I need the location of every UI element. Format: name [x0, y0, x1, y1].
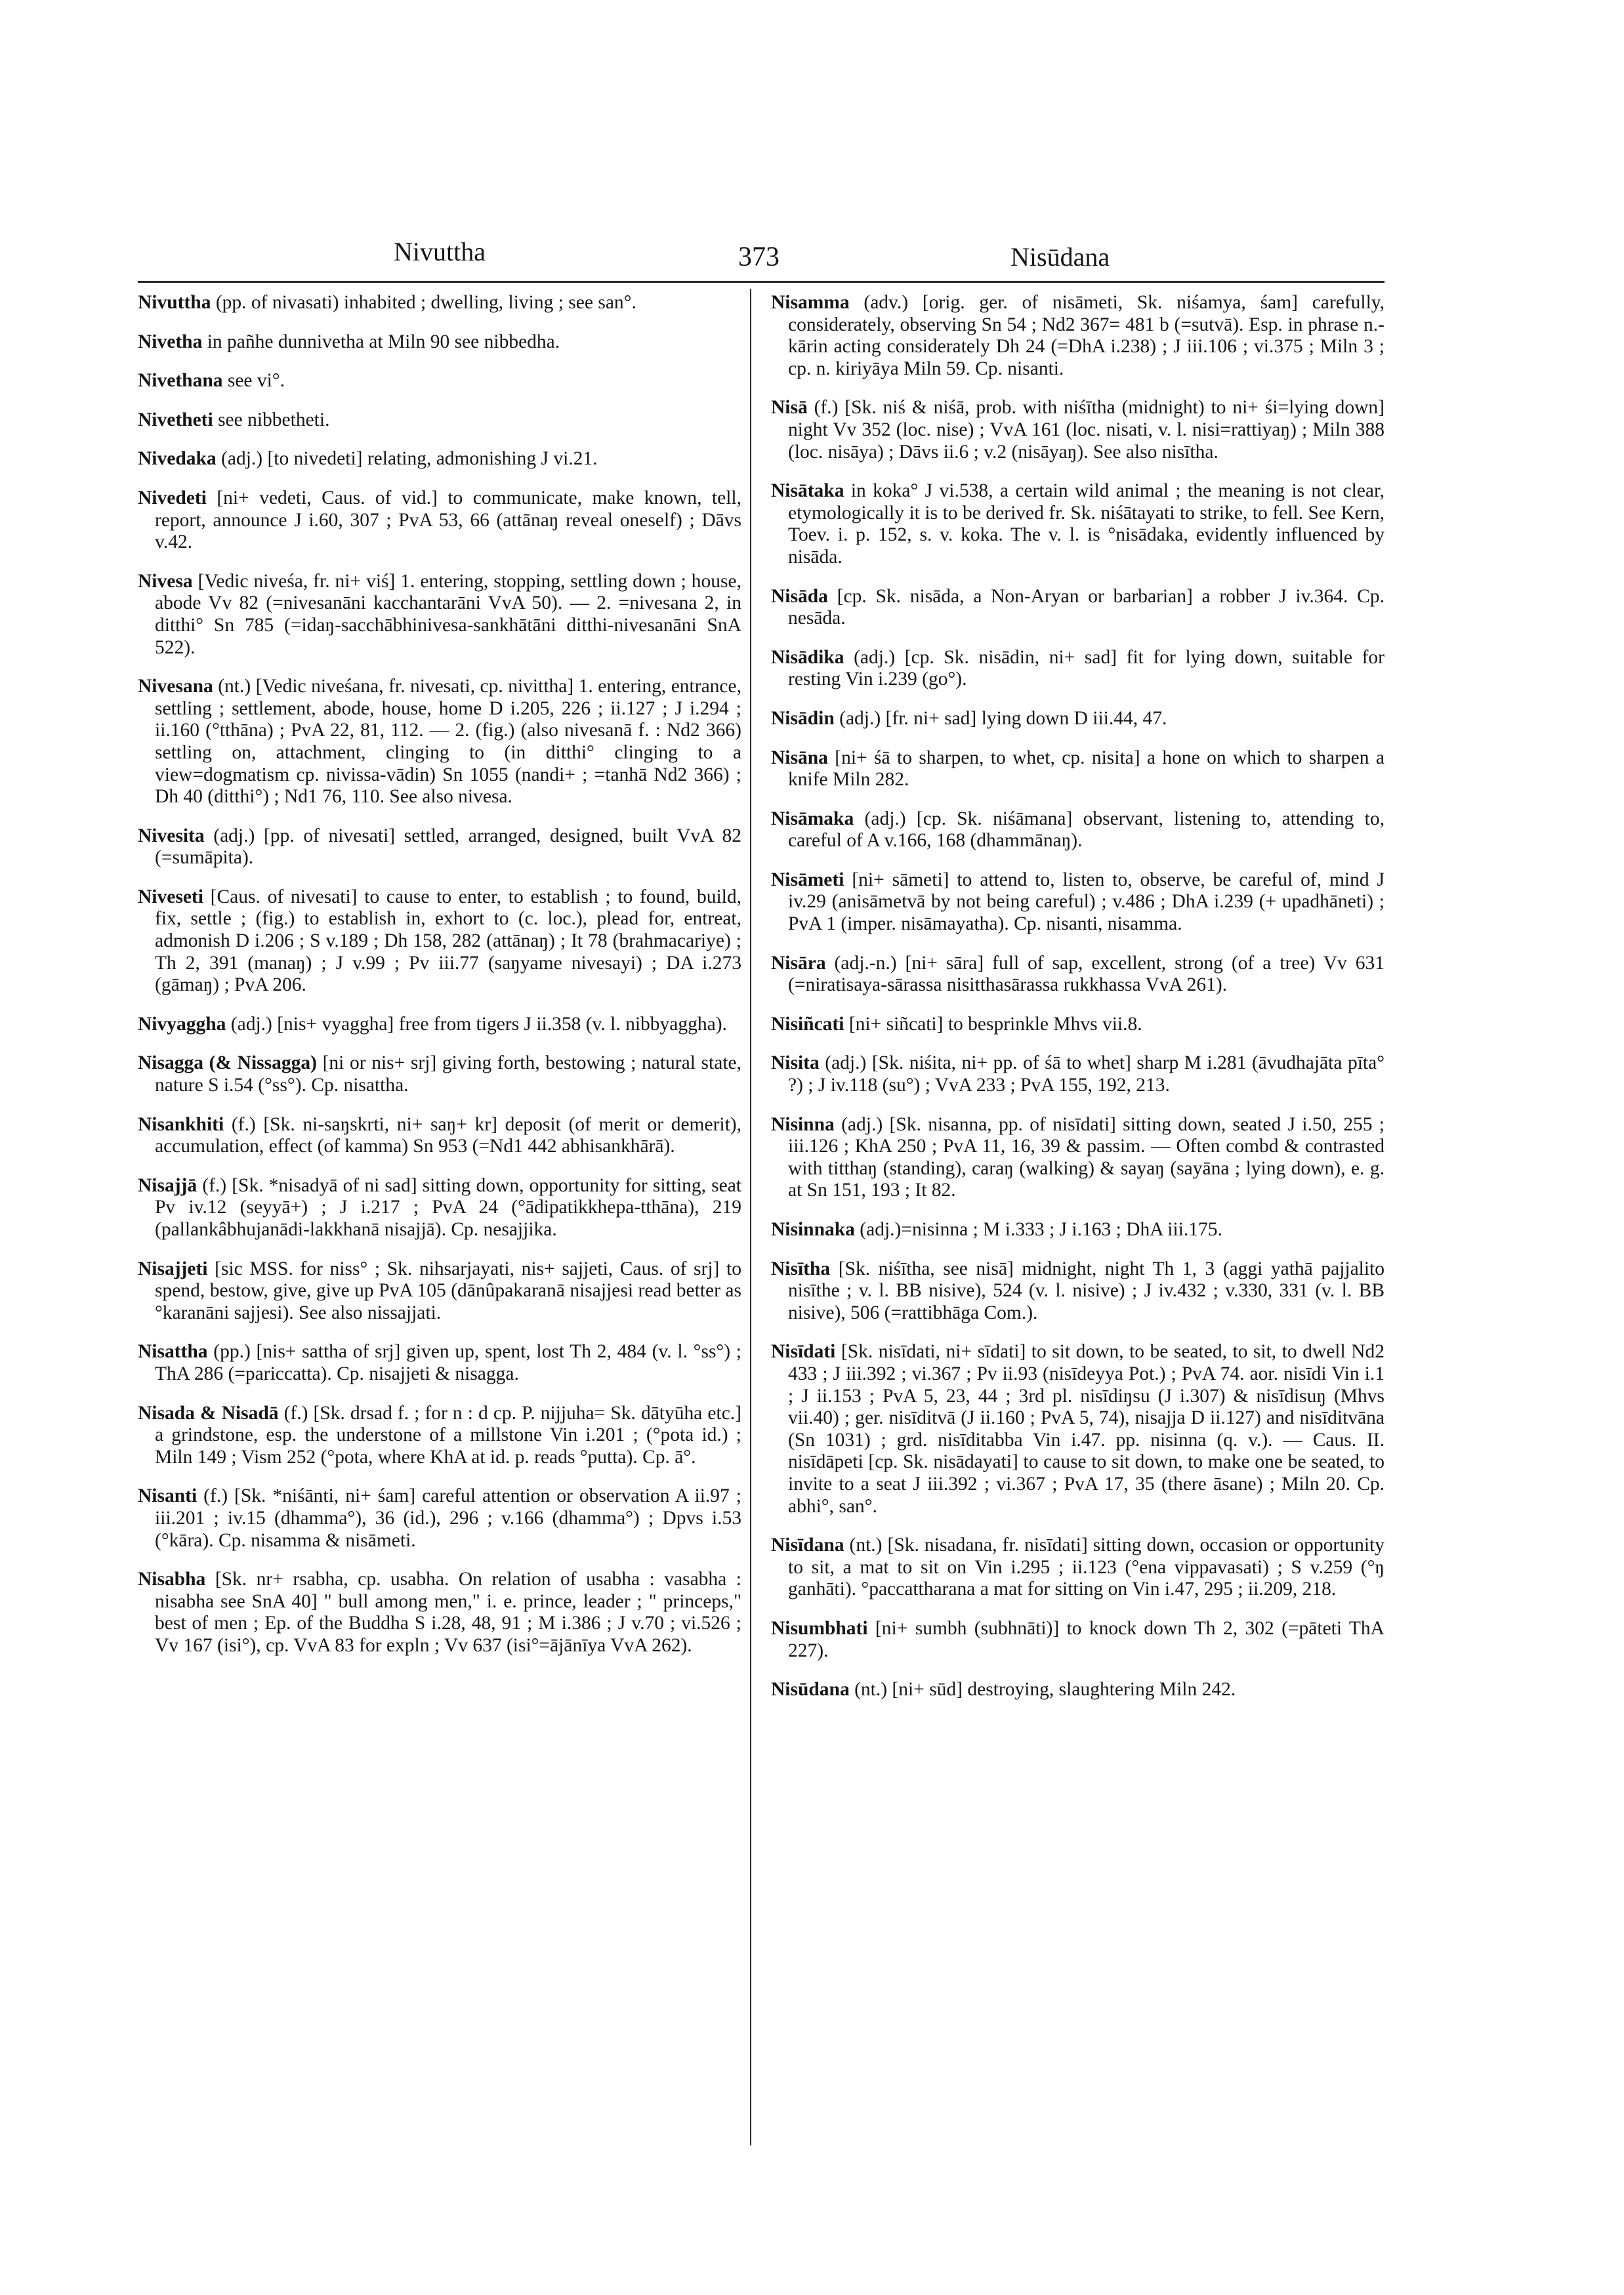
entry-headword: Nisiñcati — [771, 1013, 844, 1035]
entry-definition: [Sk. nr+ rsabha, cp. usabha. On relation of usabha : vasabha : nisabha see SnA 40] " bull among men," i. e. prince, leader ; " princeps," best of men ; Ep. of the Buddha S i.28, 48, 91 ; M i.386 ; J v.70 ; vi.526 ; Vv 167 (isi°), cp. VvA 83 for expln ; Vv 637 (isi°=ājānīya VvA 262). — [155, 1569, 741, 1656]
page-number: 373 — [738, 242, 780, 272]
entry-headword: Nisumbhati — [771, 1617, 868, 1639]
entry-definition: [Sk. niśītha, see nisā] midnight, night Th 1, 3 (aggi yathā pajjalito nisīthe ; v. l. BB nisive), 524 (v. l. nisive) ; J iv.432 ; v.330, 331 (v. l. BB nisive), 506 (=rattibhāga Com.). — [788, 1258, 1385, 1323]
entry-headword: Nisūdana — [771, 1679, 850, 1701]
dictionary-entry — [138, 571, 741, 659]
dictionary-entry — [138, 1569, 741, 1657]
entry-headword: Nisīdana — [771, 1535, 844, 1556]
dictionary-entry — [138, 1485, 741, 1552]
entry-headword: Nisattha — [138, 1341, 208, 1363]
entry-definition: [ni+ sāmeti] to attend to, listen to, observe, be careful of, mind J iv.29 (anisāmetvā by not being careful) ; v.486 ; DhA i.239 (+ upadhāneti) ; PvA 1 (imper. nisāmayatha). Cp. nisanti, nisamma. — [788, 869, 1385, 935]
entry-headword: Nisāmaka — [771, 808, 854, 829]
entry-headword: Nivuttha — [138, 292, 211, 313]
entry-headword: Nisāda — [771, 585, 828, 607]
entry-headword: Nisinnaka — [771, 1219, 855, 1240]
entry-definition: [ni or nis+ srj] giving forth, bestowing ; natural state, nature S i.54 (°ss°). Cp. nisattha. — [155, 1052, 741, 1096]
dictionary-entry — [771, 1114, 1385, 1202]
entry-definition: (adj.) [cp. Sk. nisādin, ni+ sad] fit for lying down, suitable for resting Vin i.239 (go°). — [788, 646, 1385, 690]
dictionary-entry — [771, 869, 1385, 936]
dictionary-entry — [771, 1341, 1385, 1518]
entry-headword: Nisīdati — [771, 1341, 836, 1363]
right-guideword: Nisūdana — [1010, 242, 1110, 272]
entry-headword: Nivesita — [138, 825, 205, 846]
entry-headword: Nisajjeti — [138, 1258, 208, 1279]
dictionary-entry — [138, 1403, 741, 1469]
entry-definition: (adv.) [orig. ger. of nisāmeti, Sk. niśamya, śam] carefully, considerately, observing Sn 54 ; Nd2 367= 481 b (=sutvā). Esp. in phrase n.-kārin acting considerately Dh 24 (=DhA i.238) ; J iii.106 ; vi.375 ; Miln 3 ; cp. n. kiriyāya Miln 59. Cp. nisanti. — [788, 292, 1385, 379]
header-rule — [138, 281, 1385, 283]
dictionary-entry — [138, 1114, 741, 1158]
entry-headword: Nisamma — [771, 292, 850, 313]
entry-definition: [Caus. of nivesati] to cause to enter, to establish ; to found, build, fix, settle ; (fig.) to establish in, exhort to (c. loc.), plead for, entreat, admonish D i.206 ; S v.189 ; Dh 158, 282 (attānaŋ) ; It 78 (brahmacariye) ; Th 2, 391 (manaŋ) ; J v.99 ; Pv iii.77 (saŋyame nivesayi) ; DA i.273 (gāmaŋ) ; PvA 206. — [155, 886, 741, 996]
dictionary-entry — [771, 1219, 1385, 1241]
entry-definition: (pp. of nivasati) inhabited ; dwelling, living ; see san°. — [211, 292, 636, 313]
entry-headword: Nisītha — [771, 1258, 831, 1279]
right-column — [771, 292, 1385, 1718]
entry-definition: (adj.)=nisinna ; M i.333 ; J i.163 ; DhA iii.175. — [854, 1219, 1222, 1240]
entry-headword: Nisanti — [138, 1485, 198, 1507]
entry-definition: see nibbetheti. — [213, 409, 330, 430]
dictionary-entry — [771, 647, 1385, 691]
entry-headword: Nisāmeti — [771, 869, 844, 890]
entry-headword: Nisāna — [771, 747, 828, 768]
dictionary-entry — [771, 480, 1385, 568]
entry-headword: Nisagga (& Nissagga) — [138, 1052, 317, 1074]
dictionary-entry — [138, 292, 741, 314]
dictionary-entry — [771, 397, 1385, 463]
entry-definition: (adj.) [Sk. nisanna, pp. of nisīdati] sitting down, seated J i.50, 255 ; iii.126 ; KhA 250 ; PvA 11, 16, 39 & passim. — Often combd & contrasted with titthaŋ (standing), caraŋ (walking) & sayaŋ (sayāna ; lying down), e. g. at Sn 151, 193 ; It 82. — [788, 1113, 1385, 1201]
dictionary-entry — [771, 1258, 1385, 1325]
entry-headword: Nivedaka — [138, 448, 217, 470]
entry-definition: (adj.) [fr. ni+ sad] lying down D iii.44, 47. — [834, 707, 1167, 729]
page-header — [138, 236, 1385, 282]
dictionary-entry — [138, 1014, 741, 1036]
dictionary-entry — [771, 1535, 1385, 1601]
entry-headword: Nisāra — [771, 952, 826, 974]
entry-definition: [sic MSS. for niss° ; Sk. nihsarjayati, nis+ sajjeti, Caus. of srj] to spend, bestow, give, give up PvA 105 (dānûpakaranā nisajjesi read better as °karanāni sajjesi). See also nissajjati. — [155, 1258, 741, 1323]
dictionary-entry — [771, 808, 1385, 852]
entry-headword: Nivetha — [138, 331, 203, 352]
entry-definition: [ni+ śā to sharpen, to whet, cp. nisita] a hone on which to sharpen a knife Miln 282. — [788, 747, 1385, 791]
entry-definition: [ni+ sumbh (subhnāti)] to knock down Th 2, 302 (=pāteti ThA 227). — [788, 1617, 1385, 1661]
entry-headword: Niveseti — [138, 886, 203, 907]
entry-headword: Nisātaka — [771, 480, 844, 502]
entry-definition: (f.) [Sk. drsad f. ; for n : d cp. P. nijjuha= Sk. dātyūha etc.] a grindstone, esp. the understone of a millstone Vin i.201 ; (°pota id.) ; Miln 149 ; Vism 252 (°pota, where KhA at id. p. reads °putta). Cp. ā°. — [155, 1402, 741, 1468]
dictionary-entry — [771, 953, 1385, 997]
entry-headword: Nivethana — [138, 370, 223, 392]
dictionary-entry — [138, 370, 741, 392]
dictionary-entry — [138, 448, 741, 470]
entry-definition: (f.) [Sk. ni-saŋskrti, ni+ saŋ+ kr] deposit (of merit or demerit), accumulation, effect (of kamma) Sn 953 (=Nd1 442 abhisankhārā). — [155, 1113, 741, 1157]
entry-definition: (adj.) [Sk. niśita, ni+ pp. of śā to whet] sharp M i.281 (āvudhajāta pīta° ?) ; J iv.118 (su°) ; VvA 233 ; PvA 155, 192, 213. — [788, 1052, 1385, 1096]
dictionary-entry — [771, 708, 1385, 730]
entry-headword: Nisankhiti — [138, 1113, 224, 1135]
entry-definition: (f.) [Sk. niś & niśā, prob. with niśītha (midnight) to ni+ śi=lying down] night Vv 352 (loc. nise) ; VvA 161 (loc. nisati, v. l. nisi=rattiyaŋ) ; Miln 388 (loc. nisāya) ; Dāvs ii.6 ; v.2 (nisāyaŋ). See also nisītha. — [788, 397, 1385, 463]
dictionary-entry — [138, 1052, 741, 1096]
entry-headword: Nisādika — [771, 646, 844, 668]
left-guideword: Nivuttha — [394, 237, 486, 266]
dictionary-entry — [138, 1175, 741, 1241]
entry-headword: Nivedeti — [138, 487, 207, 508]
entry-definition: (nt.) [Sk. nisadana, fr. nisīdati] sitting down, occasion or opportunity to sit, a mat to sit on Vin i.295 ; ii.123 (°ena vippavasati) ; S v.259 (°ŋ ganhāti). °paccattharana a mat for sitting on Vin i.47, 295 ; ii.209, 218. — [788, 1535, 1385, 1600]
entry-definition: [Sk. nisīdati, ni+ sīdati] to sit down, to be seated, to sit, to dwell Nd2 433 ; J iii.392 ; vi.367 ; Pv ii.93 (nisīdeyya Pot.) ; PvA 74. aor. nisīdi Vin i.1 ; J ii.153 ; PvA 5, 23, 44 ; 3rd pl. nisīdiŋsu (J i.307) & nisīdisuŋ (Mhvs vii.40) ; ger. nisīditvā (J ii.160 ; PvA 5, 74), nisajja D ii.127) and nisīditvāna (Sn 1031) ; grd. nisīditabba Vin i.47. pp. nisinna (q. v.). — Caus. II. nisīdāpeti [cp. Sk. nisādayati] to cause to sit down, to make one be seated, to invite to a seat J iii.392 ; vi.367 ; PvA 17, 35 (there āsane) ; Miln 20. Cp. abhi°, san°. — [788, 1341, 1385, 1517]
dictionary-entry — [138, 409, 741, 432]
dictionary-entry — [138, 487, 741, 554]
entry-definition: (f.) [Sk. *niśānti, ni+ śam] careful attention or observation A ii.97 ; iii.201 ; iv.15 (dhamma°), 36 (id.), 296 ; v.166 (dhamma°) ; Dpvs i.53 (°kāra). Cp. nisamma & nisāmeti. — [155, 1485, 741, 1551]
entry-definition: (adj.) [nis+ vyaggha] free from tigers J ii.358 (v. l. nibbyaggha). — [226, 1013, 727, 1035]
left-column — [138, 292, 741, 1674]
dictionary-entry — [771, 747, 1385, 791]
entry-headword: Nisādin — [771, 707, 835, 729]
entry-headword: Nivesa — [138, 570, 193, 592]
entry-definition: [ni+ siñcati] to besprinkle Mhvs vii.8. — [844, 1013, 1142, 1035]
entry-headword: Nisajjā — [138, 1174, 198, 1196]
dictionary-entry — [138, 676, 741, 808]
dictionary-entry — [771, 292, 1385, 380]
entry-definition: (adj.-n.) [ni+ sāra] full of sap, excellent, strong (of a tree) Vv 631 (=niratisaya-sārassa nisitthasārassa rukkhassa VvA 261). — [788, 952, 1385, 996]
dictionary-entry — [138, 1341, 741, 1385]
entry-definition: (adj.) [pp. of nivesati] settled, arranged, designed, built VvA 82 (=sumāpita). — [155, 825, 741, 869]
entry-definition: (nt.) [ni+ sūd] destroying, slaughtering Miln 242. — [849, 1679, 1236, 1701]
column-divider — [750, 289, 751, 2145]
entry-definition: (pp.) [nis+ sattha of srj] given up, spent, lost Th 2, 484 (v. l. °ss°) ; ThA 286 (=pariccatta). Cp. nisajjeti & nisagga. — [155, 1341, 741, 1384]
dictionary-entry — [138, 825, 741, 869]
entry-headword: Nivetheti — [138, 409, 213, 430]
entry-definition: (adj.) [cp. Sk. niśāmana] observant, listening to, attending to, careful of A v.166, 168 (dhammānaŋ). — [788, 808, 1385, 852]
entry-headword: Nivyaggha — [138, 1013, 226, 1035]
entry-headword: Nivesana — [138, 676, 213, 697]
entry-headword: Nisita — [771, 1052, 820, 1074]
dictionary-entry — [771, 1052, 1385, 1096]
dictionary-entry — [771, 586, 1385, 630]
entry-headword: Nisinna — [771, 1113, 835, 1135]
dictionary-entry — [771, 1618, 1385, 1662]
entry-definition: [ni+ vedeti, Caus. of vid.] to communicate, make known, tell, report, announce J i.60, 307 ; PvA 53, 66 (attānaŋ reveal oneself) ; Dāvs v.42. — [155, 487, 741, 553]
entry-definition: [cp. Sk. nisāda, a Non-Aryan or barbarian] a robber J iv.364. Cp. nesāda. — [788, 585, 1385, 629]
entry-definition: in koka° J vi.538, a certain wild animal ; the meaning is not clear, etymologically it is to be derived fr. Sk. niśātayati to strike, to fell. See Kern, Toev. i. p. 152, s. v. koka. The v. l. is °nisādaka, evidently influenced by nisāda. — [788, 480, 1385, 568]
dictionary-entry — [771, 1679, 1385, 1701]
entry-definition: (adj.) [to nivedeti] relating, admonishing J vi.21. — [216, 448, 598, 470]
entry-headword: Nisā — [771, 397, 808, 419]
entry-definition: (nt.) [Vedic niveśana, fr. nivesati, cp. nivittha] 1. entering, entrance, settling ; settlement, abode, house, home D i.205, 226 ; ii.127 ; J i.294 ; ii.160 (°tthāna) ; PvA 22, 81, 112. — 2. (fig.) (also nivesanā f. : Nd2 366) settling on, attachment, clinging to (in ditthi° clinging to a view=dogmatism cp. nivissa-vādin) Sn 1055 (nandi+ ; =tanhā Nd2 366) ; Dh 40 (ditthi°) ; Nd1 76, 110. See also nivesa. — [155, 676, 741, 808]
entry-headword: Nisada & Nisadā — [138, 1402, 279, 1424]
dictionary-entry — [771, 1014, 1385, 1036]
dictionary-entry — [138, 331, 741, 354]
entry-definition: see vi°. — [222, 370, 285, 392]
entry-definition: in pañhe dunnivetha at Miln 90 see nibbedha. — [202, 331, 560, 352]
entry-definition: (f.) [Sk. *nisadyā of ni sad] sitting down, opportunity for sitting, seat Pv iv.12 (seyyā+) ; J i.217 ; PvA 24 (°ādipatikkhepa-tthāna), 219 (pallankâbhujanādi-lakkhanā nisajjā). Cp. nesajjika. — [155, 1174, 741, 1240]
entry-headword: Nisabha — [138, 1569, 206, 1590]
entry-definition: [Vedic niveśa, fr. ni+ viś] 1. entering, stopping, settling down ; house, abode Vv 82 (=nivesanāni kacchantarāni VvA 50). — 2. =nivesana 2, in ditthi° Sn 785 (=idaŋ-sacchābhinivesa-sankhātāni ditthi-nivesanāni SnA 522). — [155, 570, 741, 658]
dictionary-entry — [138, 886, 741, 997]
dictionary-entry — [138, 1258, 741, 1325]
